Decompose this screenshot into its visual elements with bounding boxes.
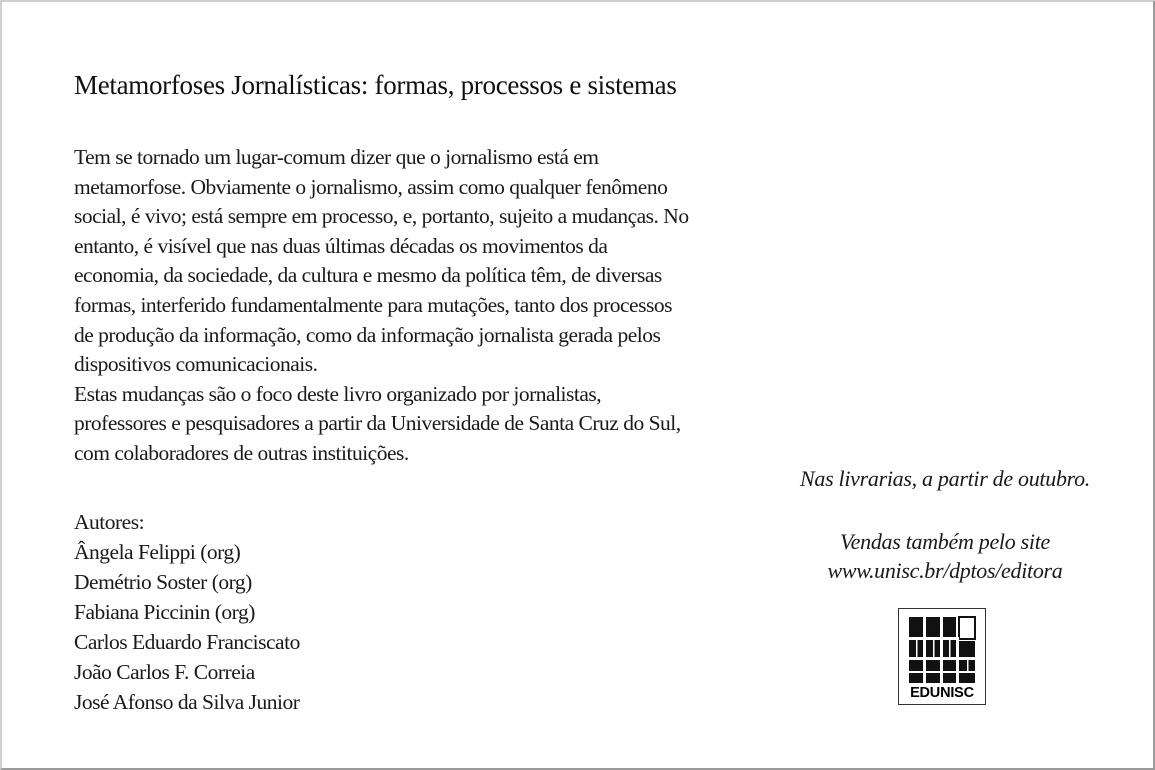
author-name: Fabiana Piccinin (org): [74, 600, 255, 624]
description-line: metamorfose. Obviamente o jornalismo, assim como qualquer fenômeno: [74, 174, 668, 199]
description-line: Estas mudanças são o foco deste livro organizado por jornalistas,: [74, 381, 602, 406]
sales-note: [762, 527, 1128, 585]
description-line: Tem se tornado um lugar-comum dizer que o jornalismo está em: [74, 145, 599, 169]
author-name: João Carlos F. Correia: [74, 660, 255, 684]
logo-label: EDUNISC: [910, 685, 974, 701]
book-shelf-logo-icon: [907, 615, 977, 685]
sales-note-text: Vendas também pelo site: [839, 529, 1050, 554]
author-name: Carlos Eduardo Franciscato: [74, 630, 300, 654]
description-line: dispositivos comunicacionais.: [74, 352, 318, 377]
book-description: [74, 143, 754, 469]
authors-list: [74, 507, 300, 717]
description-line: professores e pesquisadores a partir da Universidade de Santa Cruz do Sul,: [74, 411, 681, 436]
description-line: entanto, é visível que nas duas últimas décadas os movimentos da: [74, 233, 608, 258]
description-line: formas, interferido fundamentalmente para mutações, tanto dos processos: [74, 292, 672, 317]
author-name: Ângela Felippi (org): [74, 540, 241, 564]
sales-website-link[interactable]: www.unisc.br/dptos/editora: [827, 558, 1063, 583]
authors-heading: Autores:: [74, 510, 145, 534]
description-line: de produção da informação, como da informação jornalista gerada pelos: [74, 322, 661, 347]
author-name: Demétrio Soster (org): [74, 570, 252, 594]
description-line: com colaboradores de outras instituições.: [74, 440, 409, 465]
author-name: José Afonso da Silva Junior: [74, 690, 300, 714]
description-line: social, é vivo; está sempre em processo, e, portanto, sujeito a mudanças. No: [74, 204, 689, 229]
description-line: economia, da sociedade, da cultura e mesmo da política têm, de diversas: [74, 263, 662, 288]
availability-note: Nas livrarias, a partir de outubro.: [800, 466, 1090, 491]
edunisc-logo: [898, 608, 986, 705]
book-title: Metamorfoses Jornalísticas: formas, processos e sistemas: [74, 70, 677, 100]
